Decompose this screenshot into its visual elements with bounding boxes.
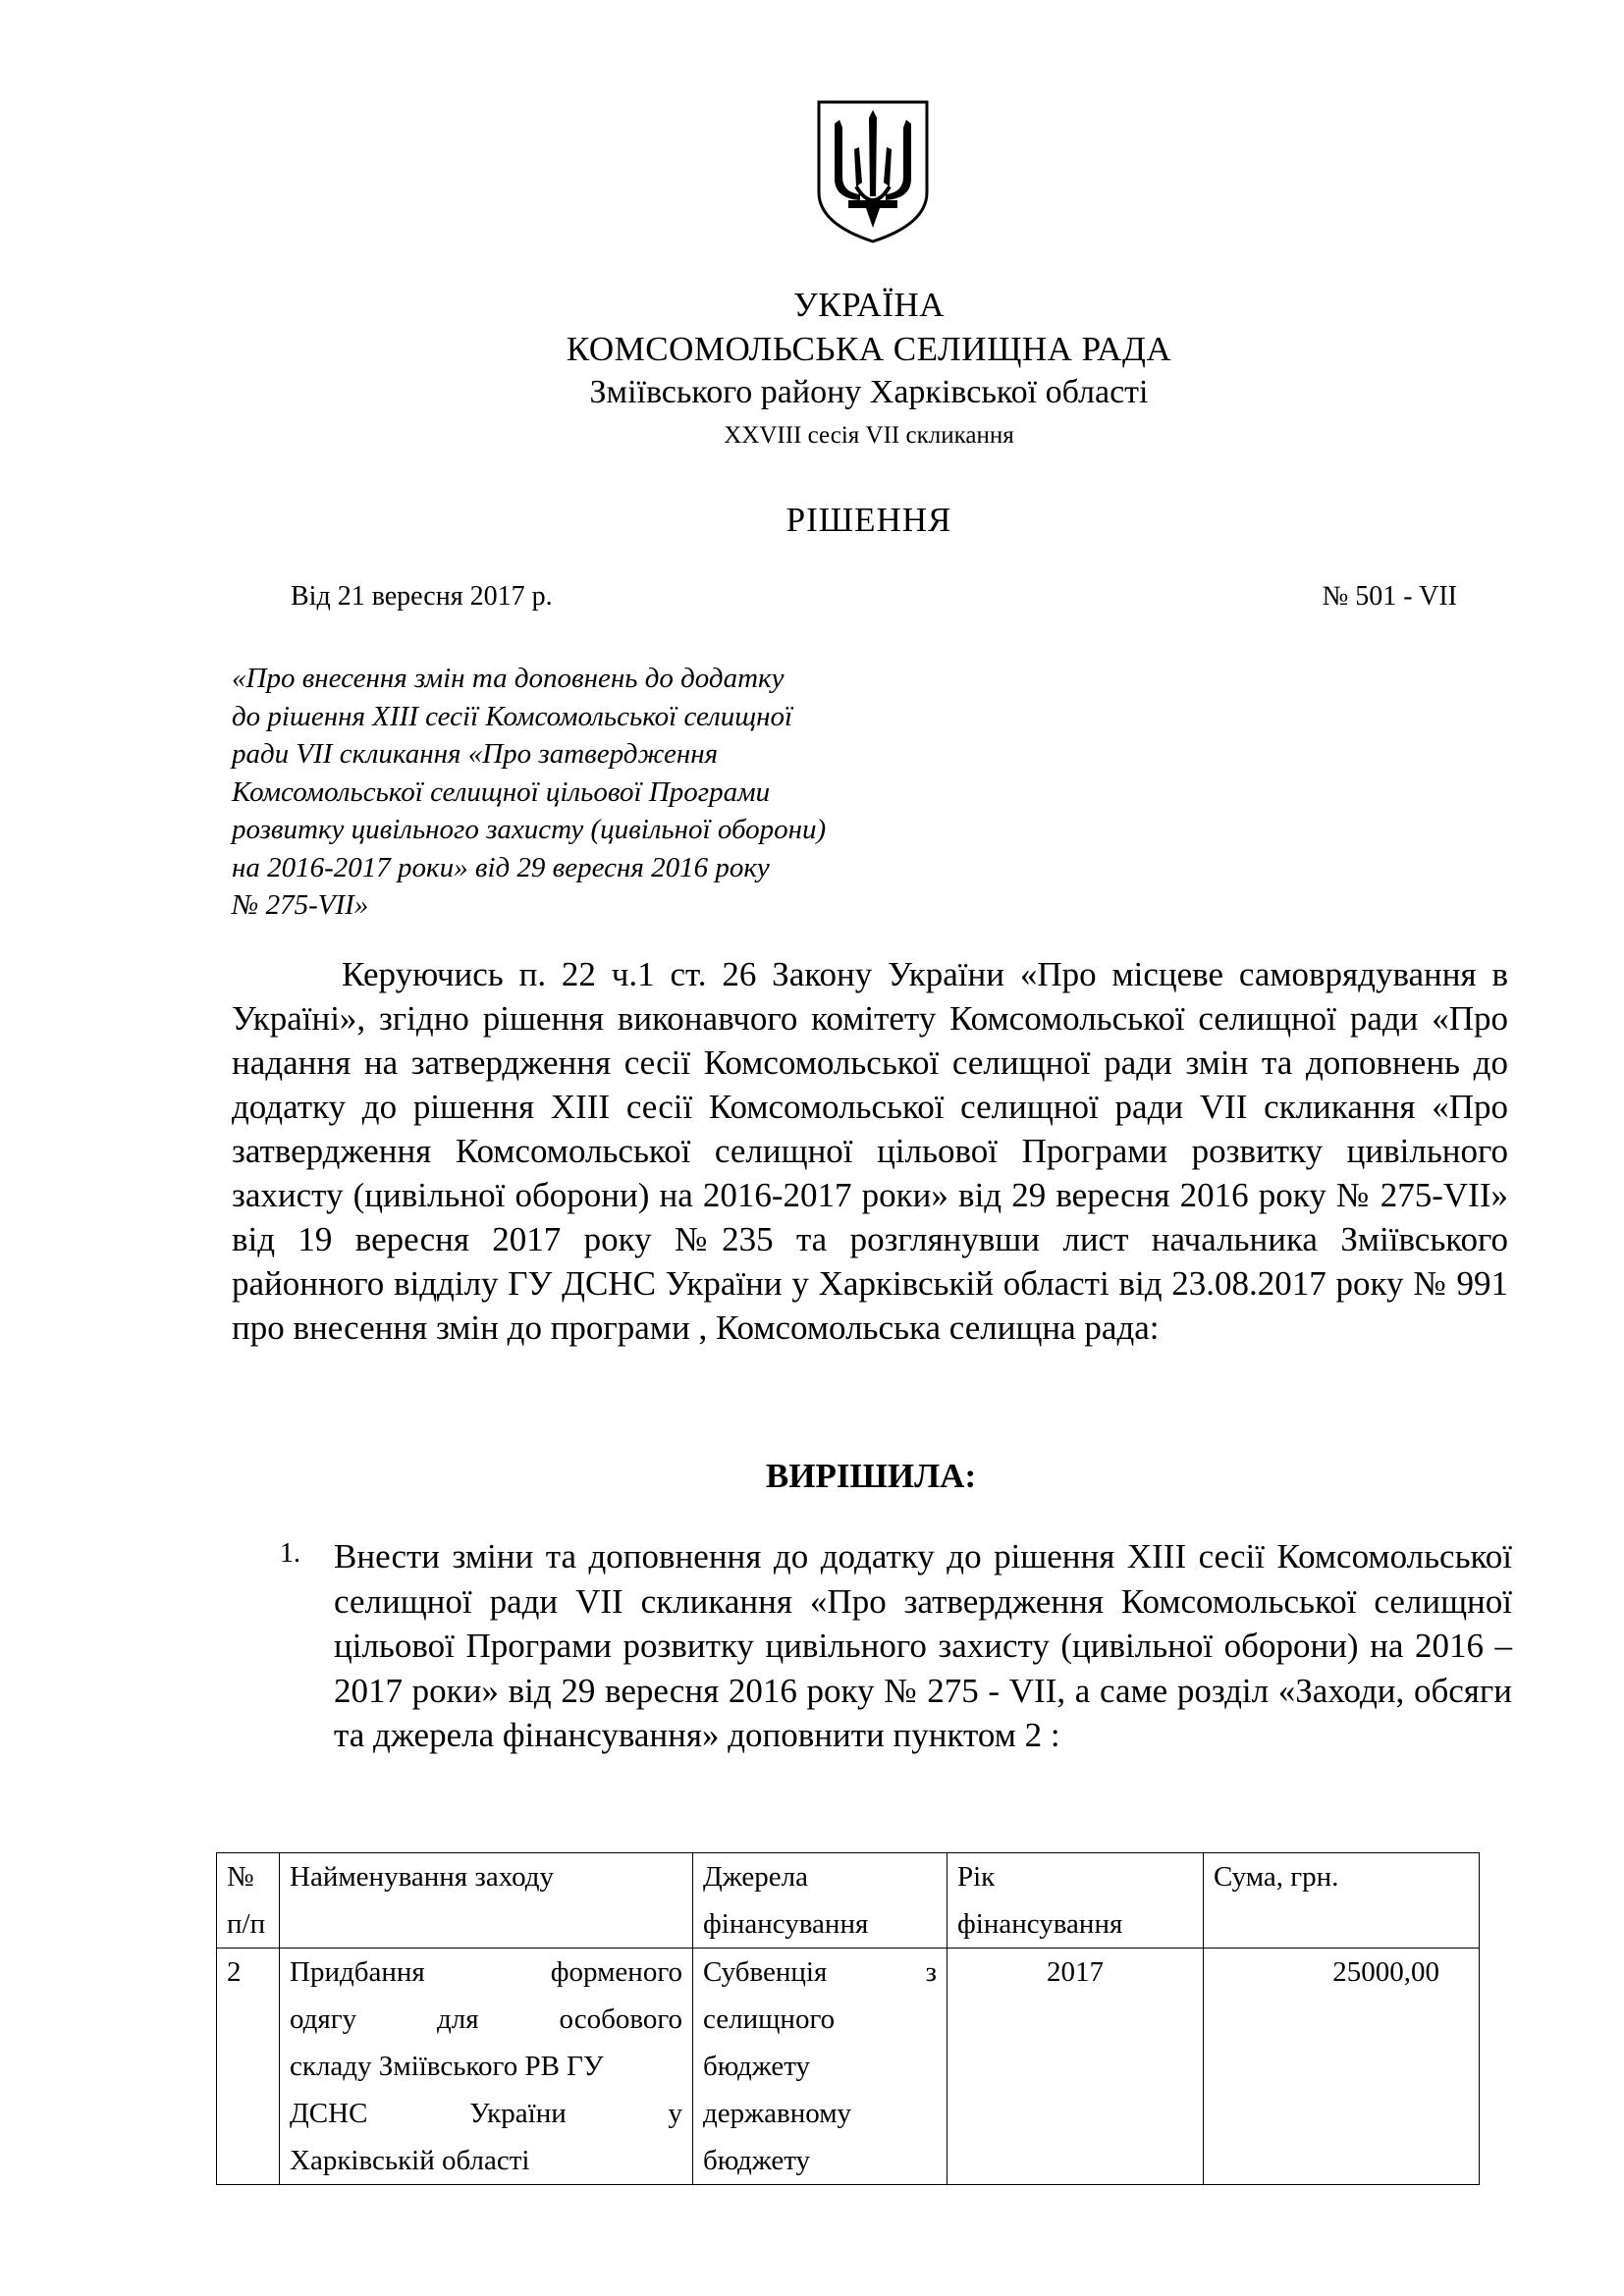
header-cell-number: № п/п <box>217 1853 280 1949</box>
item-number: 1. <box>280 1538 300 1569</box>
coat-of-arms-icon <box>813 98 933 245</box>
table-row <box>217 1949 1480 2185</box>
row-cell-number: 2 <box>217 1949 280 2185</box>
header-cell-source: Джерела фінансування <box>693 1853 947 1949</box>
resolved-heading: ВИРІШИЛА: <box>765 1457 977 1495</box>
council-title: КОМСОМОЛЬСЬКА СЕЛИЩНА РАДА <box>566 330 1172 368</box>
decision-subject: «Про внесення змін та доповнень до додатку до рішення ХIII сесії Комсомольської селищної ради VII скликання «Про затвердження Комсомольської селищної цільової Програми розвитку цивільного захисту (цивільної оборони) на 2016-2017 роки» від 29 вересня 2016 року № 275-VII» <box>232 663 827 921</box>
session-title: XXVIII сесія VII скликання <box>724 422 1014 449</box>
decision-number: № 501 - VII <box>1322 581 1457 612</box>
decision-date: Від 21 вересня 2017 р. <box>291 581 553 612</box>
district-title: Зміївського району Харківської області <box>589 374 1149 410</box>
row-cell-year: 2017 <box>947 1949 1204 2185</box>
item-text: Внести зміни та доповнення до додатку до рішення ХІІІ сесії Комсомольської селищної ради VII скликання «Про затвердження Комсомольської селищної цільової Програми розвитку цивільного захисту (цивільної оборони) на 2016 – 2017 роки» від 29 вересня 2016 року № 275 - VII, а саме розділ «Заходи, обсяги та джерела фінансування» доповнити пунктом 2 : <box>334 1537 1512 1754</box>
measures-table <box>216 1852 1480 2185</box>
preamble-paragraph: Керуючись п. 22 ч.1 ст. 26 Закону України «Про місцеве самоврядування в Україні», згідно рішення виконавчого комітету Комсомольської селищної ради «Про надання на затвердження сесії Комсомольської селищної ради змін та доповнень до додатку до рішення ХІІІ сесії Комсомольської селищної ради VII скликання «Про затвердження Комсомольської селищної цільової Програми розвитку цивільного захисту (цивільної оборони) на 2016-2017 роки» від 29 вересня 2016 року № 275-VII» від 19 вересня 2017 року №235 та розглянувши лист начальника Зміївського районного відділу ГУ ДСНС України у Харківській області від 23.08.2017 року № 991 про внесення змін до програми , Комсомольська селищна рада: <box>232 955 1508 1347</box>
header-cell-year: Рік фінансування <box>947 1853 1204 1949</box>
row-cell-sum: 25000,00 <box>1204 1949 1480 2185</box>
table-header-row <box>217 1853 1480 1949</box>
header-cell-sum: Сума, грн. <box>1204 1853 1480 1949</box>
country-title: УКРАЇНА <box>792 286 946 324</box>
row-cell-name: Придбання форменого одягу для особового складу Зміївського РВ ГУ ДСНС України у Харківській області <box>280 1949 693 2185</box>
header-cell-name: Найменування заходу <box>280 1853 693 1949</box>
document-type-title: РІШЕННЯ <box>785 501 952 539</box>
row-cell-source: Субвенція з селищного бюджету державному бюджету <box>693 1949 947 2185</box>
